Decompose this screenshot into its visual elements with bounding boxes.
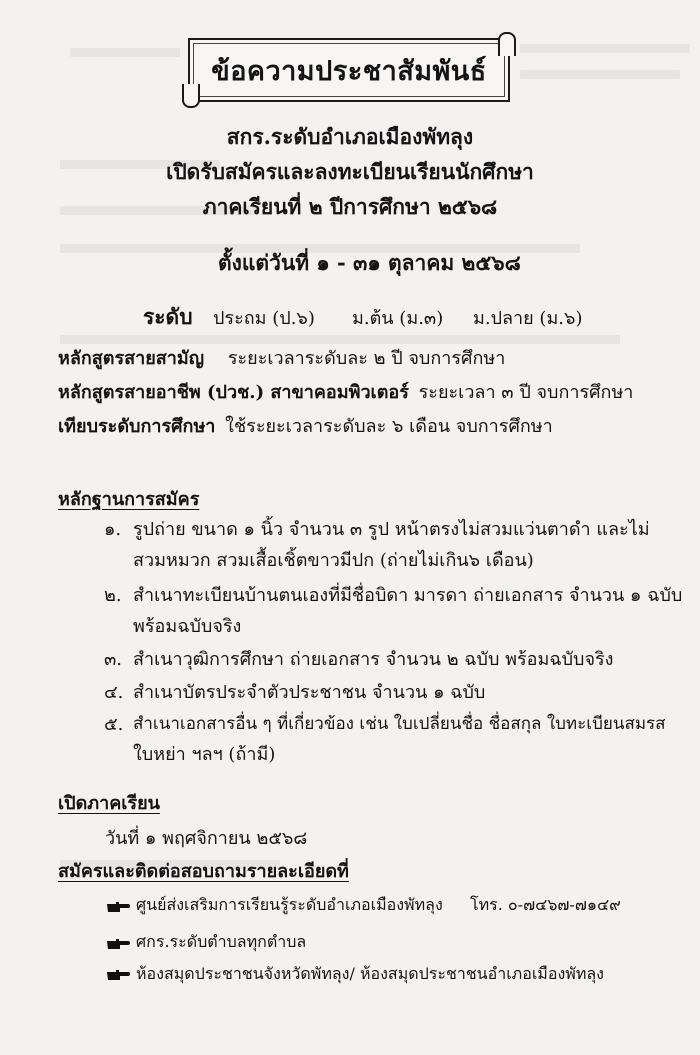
header-line-3: ภาคเรียนที่ ๒ ปีการศึกษา ๒๕๖๘ — [202, 194, 498, 219]
requirement-3-line-1: สำเนาวุฒิการศึกษา ถ่ายเอกสาร จำนวน ๒ ฉบับ พร้อมฉบับจริง — [133, 649, 614, 670]
requirement-num-3: ๓. — [104, 649, 123, 670]
requirement-num-1: ๑. — [104, 519, 122, 540]
requirement-2-line-1: สำเนาทะเบียนบ้านตนเองที่มีชื่อบิดา มารดา ถ่ายเอกสาร จำนวน ๑ ฉบับ — [133, 585, 683, 606]
requirement-num-4: ๔. — [104, 682, 124, 703]
level-primary: ประถม (ป.๖) — [213, 308, 315, 329]
contact-2-text: ศกร.ระดับตำบลทุกตำบล — [136, 932, 307, 951]
program-equivalency-detail: ใช้ระยะเวลาระดับละ ๖ เดือน จบการศึกษา — [225, 416, 553, 437]
pointing-hand-icon — [106, 900, 130, 914]
announcement-banner — [188, 38, 510, 102]
contact-heading: สมัครและติดต่อสอบถามรายละเอียดที่ — [58, 861, 349, 882]
requirement-4-line-1: สำเนาบัตรประจำตัวประชาชน จำนวน ๑ ฉบับ — [133, 682, 486, 703]
pointing-hand-icon — [106, 968, 130, 982]
enrollment-dates: ตั้งแต่วันที่ ๑ - ๓๑ ตุลาคม ๒๕๖๘ — [218, 250, 521, 275]
requirement-num-5: ๕. — [104, 714, 124, 735]
level-upper-secondary: ม.ปลาย (ม.๖) — [473, 308, 583, 329]
header-line-2: เปิดรับสมัครและลงทะเบียนเรียนนักศึกษา — [166, 159, 534, 184]
program-general-name: หลักสูตรสายสามัญ — [58, 348, 205, 369]
banner-scroll-curl-left — [182, 84, 200, 108]
requirement-2-line-2: พร้อมฉบับจริง — [133, 616, 242, 637]
program-vocational-detail: ระยะเวลา ๓ ปี จบการศึกษา — [418, 382, 634, 403]
program-vocational-name: หลักสูตรสายอาชีพ (ปวช.) สาขาคอมพิวเตอร์ — [58, 382, 409, 403]
requirement-5-line-2: ใบหย่า ฯลฯ (ถ้ามี) — [133, 744, 276, 765]
semester-open-heading: เปิดภาคเรียน — [58, 793, 160, 814]
contact-1-phone: โทร. ๐-๗๔๖๗-๗๑๔๙ — [470, 895, 621, 914]
requirements-heading: หลักฐานการสมัคร — [58, 489, 200, 510]
requirement-5-line-1: สำเนาเอกสารอื่น ๆ ที่เกี่ยวข้อง เช่น ใบเปลี่ยนชื่อ ชื่อสกุล ใบทะเบียนสมรส — [133, 714, 666, 734]
contact-1-text: ศูนย์ส่งเสริมการเรียนรู้ระดับอำเภอเมืองพัทลุง — [136, 895, 443, 914]
header-line-1: สกร.ระดับอำเภอเมืองพัทลุง — [226, 124, 474, 149]
program-equivalency — [58, 411, 553, 440]
banner-title: ข้อความประชาสัมพันธ์ — [211, 55, 487, 87]
pointing-hand-icon — [106, 937, 130, 951]
program-equivalency-name: เทียบระดับการศึกษา — [58, 416, 216, 437]
program-vocational — [58, 377, 633, 406]
requirement-1-line-2: สวมหมวก สวมเสื้อเชิ้ตขาวมีปก (ถ่ายไม่เกิน๖ เดือน) — [133, 550, 534, 571]
program-general-detail: ระยะเวลาระดับละ ๒ ปี จบการศึกษา — [227, 348, 506, 369]
levels-label: ระดับ — [143, 304, 193, 329]
semester-open-date: วันที่ ๑ พฤศจิกายน ๒๕๖๘ — [105, 828, 308, 849]
requirement-num-2: ๒. — [104, 585, 122, 606]
requirement-1-line-1: รูปถ่าย ขนาด ๑ นิ้ว จำนวน ๓ รูป หน้าตรงไม่สวมแว่นตาดำ และไม่ — [133, 519, 650, 540]
contact-3-text: ห้องสมุดประชาชนจังหวัดพัทลุง/ ห้องสมุดประชาชนอำเภอเมืองพัทลุง — [136, 964, 604, 983]
program-general — [58, 343, 505, 372]
level-lower-secondary: ม.ต้น (ม.๓) — [352, 308, 444, 329]
banner-scroll-curl-right — [498, 32, 516, 56]
